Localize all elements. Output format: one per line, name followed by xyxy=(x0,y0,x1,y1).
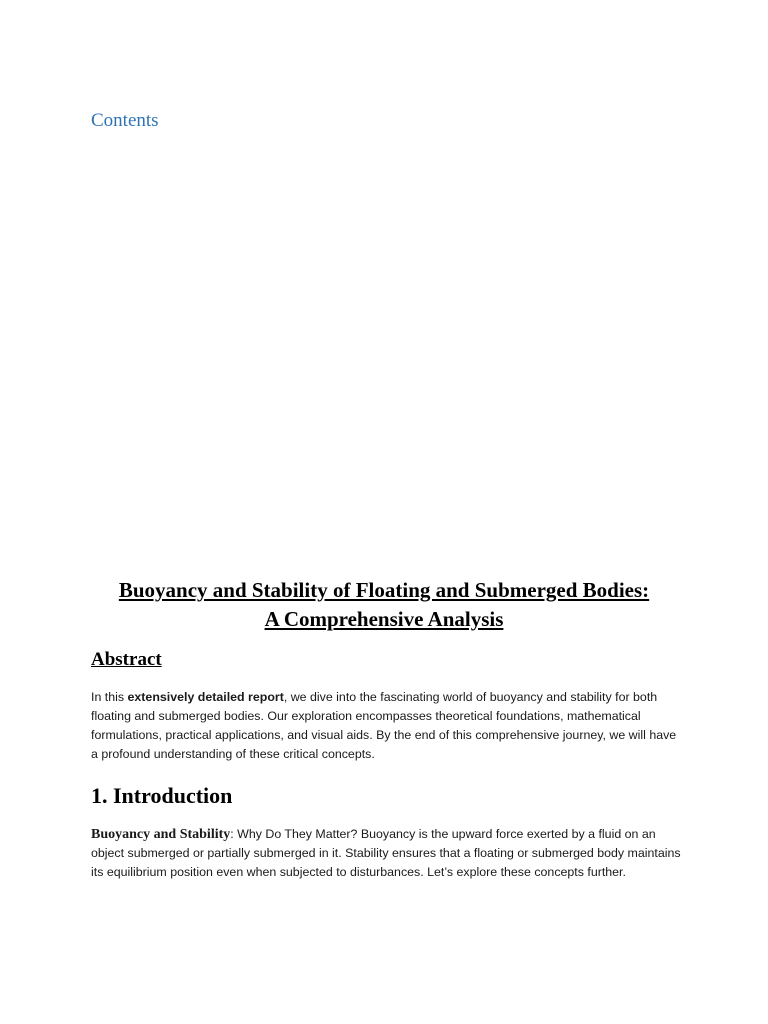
introduction-paragraph xyxy=(91,825,681,882)
document-title xyxy=(70,576,698,634)
title-line: Buoyancy and Stability of Floating and Submerged Bodies: xyxy=(118,578,650,602)
abstract-text: , we dive into the fascinating world of buoyancy and stability for both floating and submerged bodies. Our exploration encompasses theoretical foundations, mathematical formulations, practical applications, and visual aids. By the end of this comprehensive journey, we will have a profound understanding of these critical concepts. xyxy=(91,690,677,761)
introduction-text: : Why Do They Matter? Buoyancy is the upward force exerted by a fluid on an object submerged or partially submerged in it. Stability ensures that a floating or submerged body maintains its equilibrium position even when subjected to disturbances. Let’s explore these concepts further. xyxy=(91,827,681,879)
abstract-bold-text: extensively detailed report xyxy=(127,690,284,704)
abstract-paragraph xyxy=(91,688,681,764)
introduction-heading: 1. Introduction xyxy=(91,783,233,808)
abstract-text: In this xyxy=(91,690,128,704)
title-line: A Comprehensive Analysis xyxy=(264,607,504,631)
toc-heading: Contents xyxy=(91,110,159,131)
introduction-lead: Buoyancy and Stability xyxy=(91,827,231,842)
abstract-heading: Abstract xyxy=(91,649,162,670)
